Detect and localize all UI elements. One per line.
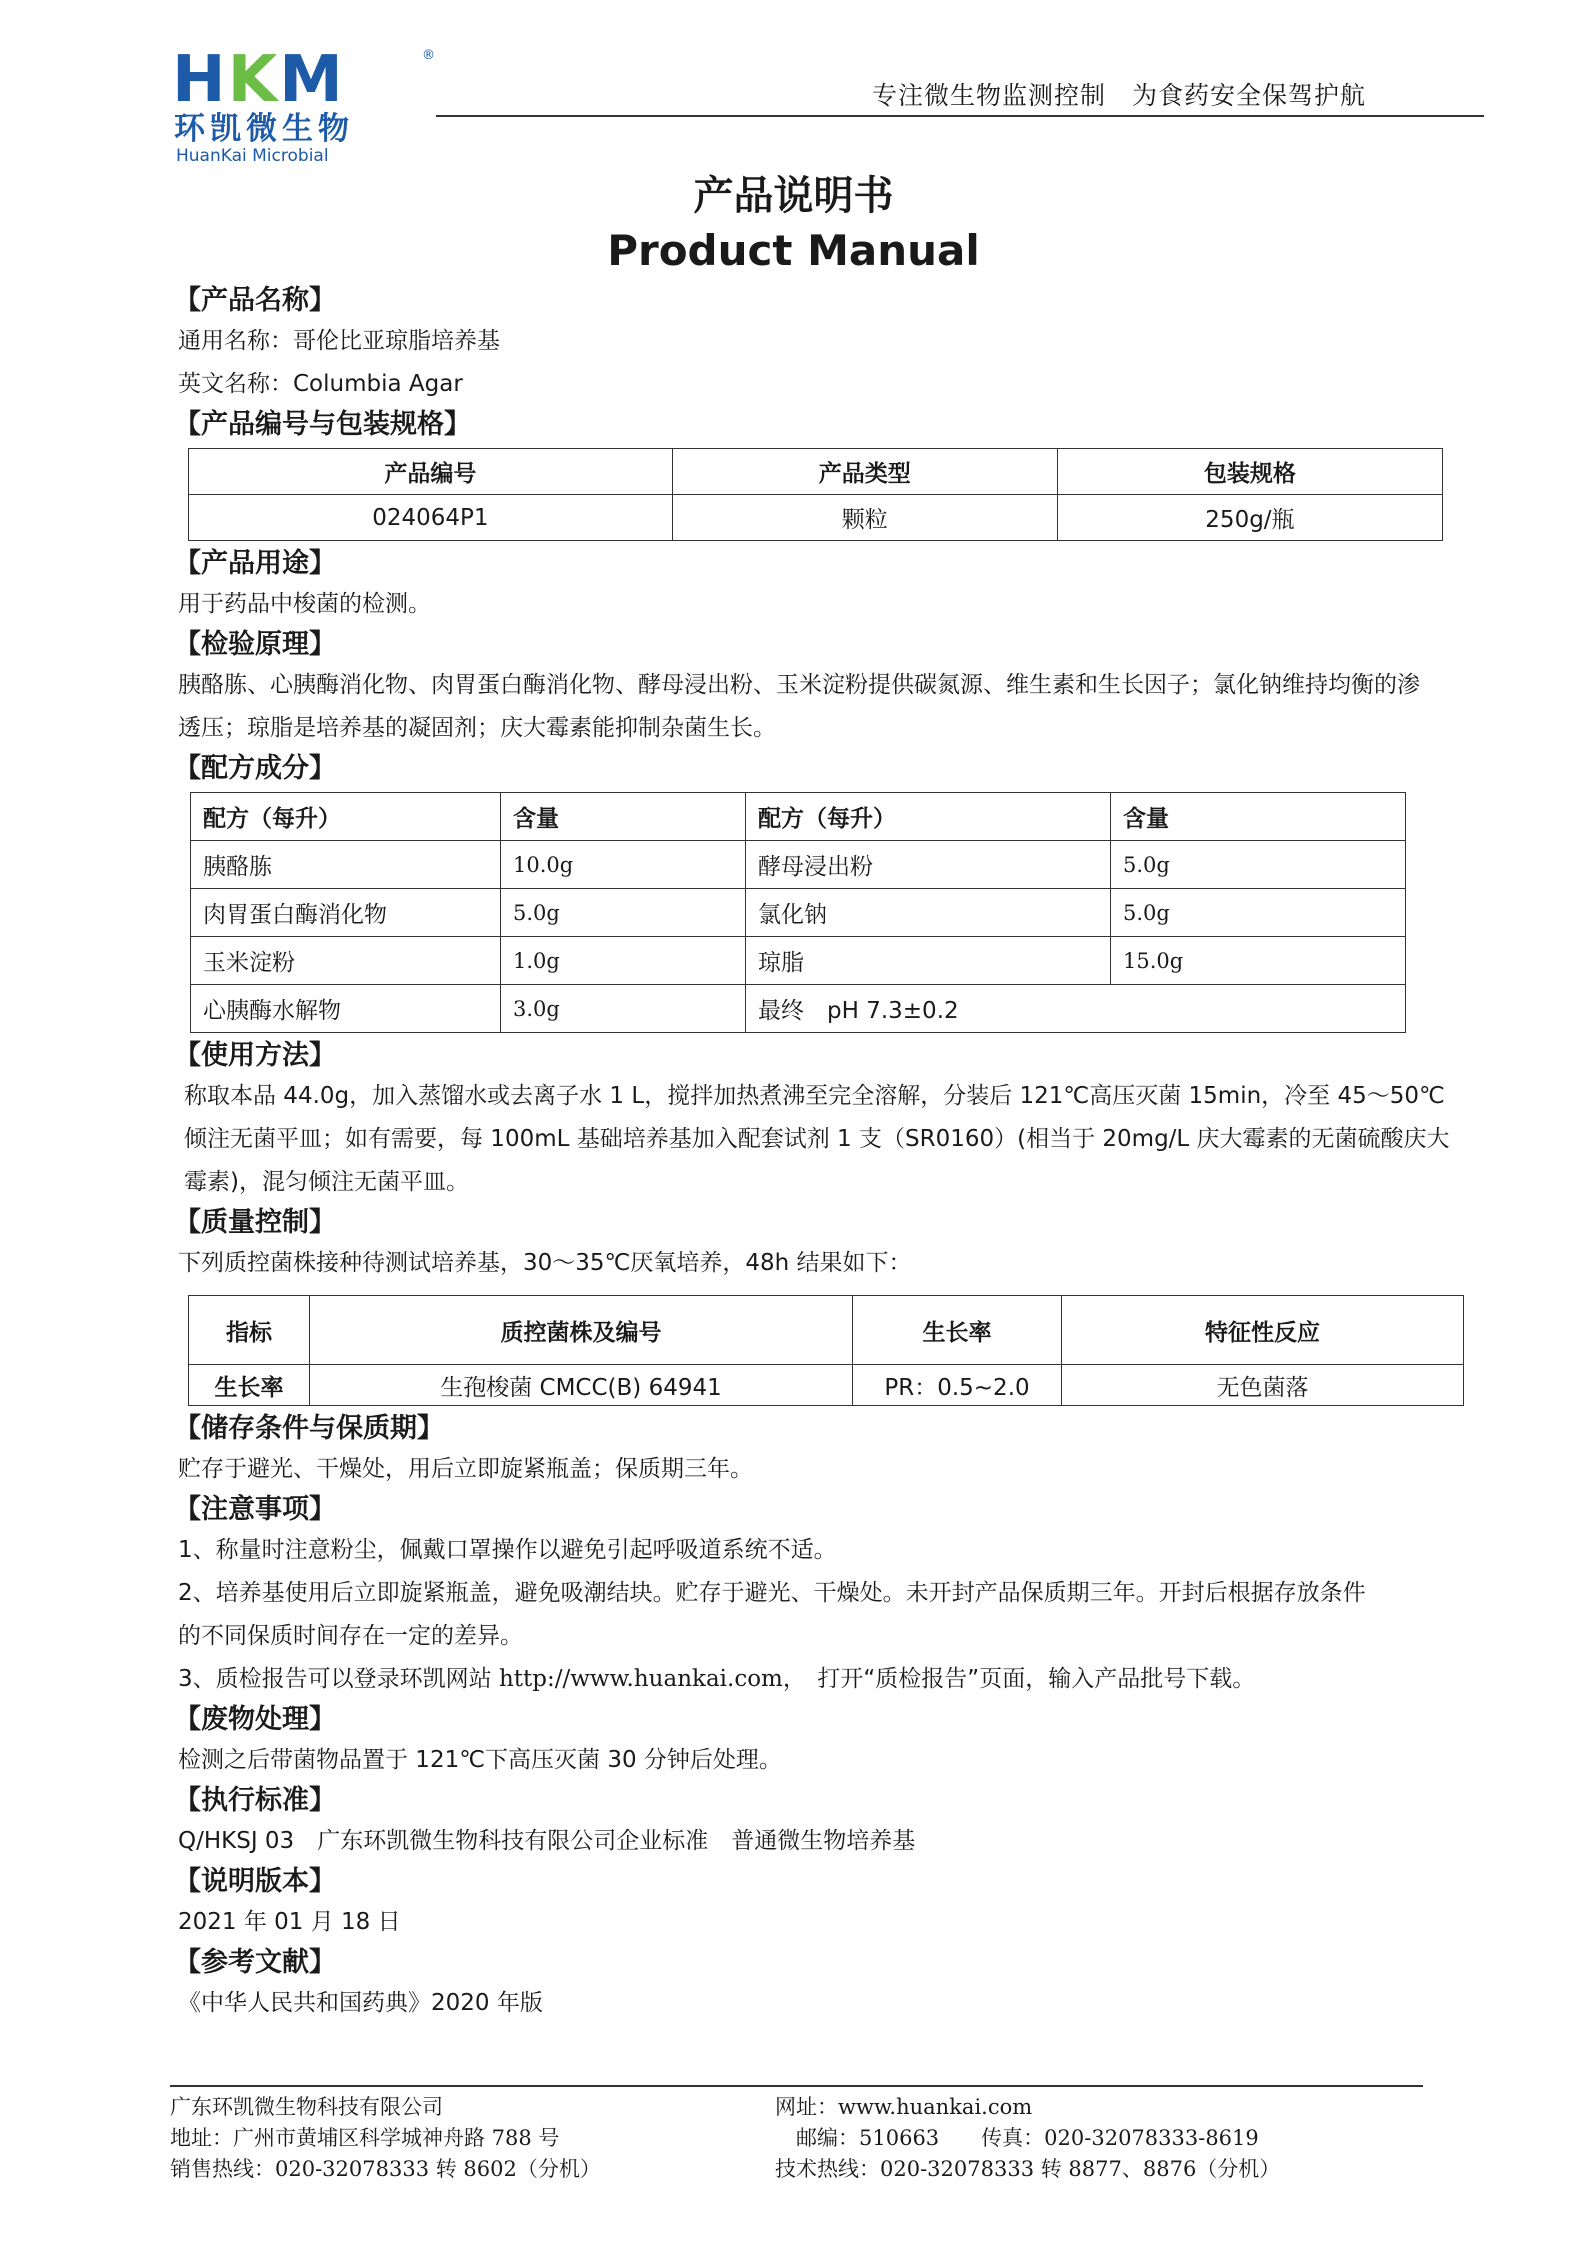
logo-english-name: HuanKai Microbial: [176, 146, 329, 166]
qc-indicator-cell: 生长率: [189, 1365, 310, 1406]
note-3: [178, 1658, 1490, 1701]
ingredient-cell: 玉米淀粉: [191, 937, 501, 985]
ingredient-cell: 胰酪胨: [191, 841, 501, 889]
note-3-text-b: ， 打开“质检报告”页面，输入产品批号下载。: [782, 1666, 1256, 1692]
common-name-label: 通用名称：: [178, 328, 293, 354]
note-3-text-a: 3、质检报告可以登录环凯网站: [178, 1666, 499, 1692]
spec-table: [188, 448, 1443, 541]
section-heading-version: 【说明版本】: [174, 1866, 336, 1897]
principle-line-2: 透压；琼脂是培养基的凝固剂；庆大霉素能抑制杂菌生长。: [178, 715, 776, 741]
table-row: [189, 495, 1443, 541]
amount-cell: 10.0g: [501, 841, 746, 889]
formula-table: [190, 792, 1406, 1033]
logo-letter-h: H: [172, 43, 228, 117]
method-line-3: 霉素)，混匀倾注无菌平皿。: [184, 1169, 469, 1195]
storage-text: 贮存于避光、干燥处，用后立即旋紧瓶盖；保质期三年。: [178, 1456, 753, 1482]
version-text: 2021 年 01 月 18 日: [178, 1909, 401, 1935]
table-header-cell: 质控菌株及编号: [310, 1296, 853, 1365]
standard-text: Q/HKSJ 03 广东环凯微生物科技有限公司企业标准 普通微生物培养基: [178, 1828, 916, 1854]
ingredient-cell: 酵母浸出粉: [746, 841, 1111, 889]
note-1: 1、称量时注意粉尘，佩戴口罩操作以避免引起呼吸道系统不适。: [178, 1537, 837, 1563]
table-header-cell: 配方（每升）: [746, 793, 1111, 841]
usage-text: 用于药品中梭菌的检测。: [178, 591, 431, 617]
english-name-line: [178, 363, 1490, 406]
section-heading-storage: 【储存条件与保质期】: [174, 1413, 444, 1444]
ingredient-cell: 琼脂: [746, 937, 1111, 985]
table-header-cell: 指标: [189, 1296, 310, 1365]
footer-tech-hotline: 技术热线：020-32078333 转 8877、8876（分机）: [775, 2157, 1281, 2181]
section-heading-product-name: 【产品名称】: [174, 285, 336, 316]
section-heading-notes: 【注意事项】: [174, 1494, 336, 1525]
section-heading-disposal: 【废物处理】: [174, 1704, 336, 1735]
footer-right: [775, 2092, 1280, 2185]
page-title-cn: 产品说明书: [693, 173, 894, 219]
ingredient-cell: 心胰酶水解物: [191, 985, 501, 1033]
section-heading-principle: 【检验原理】: [174, 629, 336, 660]
ingredient-cell: 氯化钠: [746, 889, 1111, 937]
amount-cell: 3.0g: [501, 985, 746, 1033]
table-header-cell: 含量: [501, 793, 746, 841]
footer-website[interactable]: 网址：www.huankai.com: [775, 2095, 1033, 2119]
table-row: [191, 937, 1406, 985]
table-header-cell: 含量: [1111, 793, 1406, 841]
product-type-cell: 颗粒: [672, 495, 1057, 541]
section-heading-usage: 【产品用途】: [174, 548, 336, 579]
amount-cell: 1.0g: [501, 937, 746, 985]
qc-intro: 下列质控菌株接种待测试培养基，30～35℃厌氧培养，48h 结果如下：: [178, 1250, 912, 1276]
table-header-row: [191, 793, 1406, 841]
english-name-label: 英文名称：: [178, 371, 293, 397]
common-name-line: [178, 320, 1490, 363]
footer-address: 地址：广州市黄埔区科学城神舟路 788 号: [170, 2126, 560, 2150]
logo-chinese-name: 环凯微生物: [174, 111, 354, 147]
footer-sales-hotline: 销售热线：020-32078333 转 8602（分机）: [170, 2157, 601, 2181]
amount-cell: 5.0g: [501, 889, 746, 937]
disposal-text: 检测之后带菌物品置于 121℃下高压灭菌 30 分钟后处理。: [178, 1747, 782, 1773]
amount-cell: 5.0g: [1111, 841, 1406, 889]
principle-line-1: 胰酪胨、心胰酶消化物、肉胃蛋白酶消化物、酵母浸出粉、玉米淀粉提供碳氮源、维生素和生长因子；氯化钠维持均衡的渗: [178, 672, 1420, 698]
final-ph-cell: 最终 pH 7.3±0.2: [746, 985, 1406, 1033]
section-heading-spec: 【产品编号与包装规格】: [174, 409, 471, 440]
table-header-cell: 生长率: [853, 1296, 1062, 1365]
table-header-row: [189, 1296, 1464, 1365]
table-header-cell: 特征性反应: [1062, 1296, 1464, 1365]
footer-postal-fax: 邮编：510663 传真：020-32078333-8619: [775, 2126, 1259, 2150]
table-row: [189, 1365, 1464, 1406]
product-code-cell: 024064P1: [189, 495, 673, 541]
table-row: [191, 841, 1406, 889]
header-slogan: 专注微生物监测控制 为食药安全保驾护航: [872, 81, 1367, 110]
qc-reaction-cell: 无色菌落: [1062, 1365, 1464, 1406]
table-header-cell: 配方（每升）: [191, 793, 501, 841]
table-header-cell: 产品类型: [672, 449, 1057, 495]
logo-letter-k: K: [227, 43, 280, 117]
section-heading-method: 【使用方法】: [174, 1040, 336, 1071]
method-line-1: 称取本品 44.0g，加入蒸馏水或去离子水 1 L，搅拌加热煮沸至完全溶解，分装后 121℃高压灭菌 15min，冷至 45～50℃: [184, 1083, 1445, 1109]
page-title-en: Product Manual: [607, 226, 980, 275]
table-row: [191, 889, 1406, 937]
logo-letter-m: M: [279, 43, 345, 117]
section-heading-qc: 【质量控制】: [174, 1207, 336, 1238]
amount-cell: 5.0g: [1111, 889, 1406, 937]
manual-content: [174, 282, 1490, 2025]
common-name-value: 哥伦比亚琼脂培养基: [293, 328, 500, 354]
website-link[interactable]: http://www.huankai.com: [498, 1666, 783, 1692]
table-header-cell: 包装规格: [1057, 449, 1442, 495]
logo-letters: [172, 43, 442, 117]
company-logo: [172, 43, 442, 166]
footer-divider: [170, 2085, 1423, 2087]
english-name-value: Columbia Agar: [293, 371, 463, 397]
section-heading-reference: 【参考文献】: [174, 1947, 336, 1978]
table-header-cell: 产品编号: [189, 449, 673, 495]
table-header-row: [189, 449, 1443, 495]
ingredient-cell: 肉胃蛋白酶消化物: [191, 889, 501, 937]
section-heading-standard: 【执行标准】: [174, 1785, 336, 1816]
note-2-line-2: 的不同保质时间存在一定的差异。: [178, 1623, 523, 1649]
logo-registered-mark: ®: [422, 48, 435, 63]
header-divider: [436, 115, 1484, 117]
reference-text: 《中华人民共和国药典》2020 年版: [178, 1990, 543, 2016]
qc-growth-rate-cell: PR：0.5~2.0: [853, 1365, 1062, 1406]
footer-company: 广东环凯微生物科技有限公司: [170, 2095, 443, 2119]
note-2-line-1: 2、培养基使用后立即旋紧瓶盖，避免吸潮结块。贮存于避光、干燥处。未开封产品保质期三年。开封后根据存放条件: [178, 1580, 1366, 1606]
footer-left: [170, 2092, 601, 2185]
section-heading-formula: 【配方成分】: [174, 753, 336, 784]
qc-strain-cell: 生孢梭菌 CMCC(B) 64941: [310, 1365, 853, 1406]
qc-table: [188, 1295, 1464, 1406]
method-line-2: 倾注无菌平皿；如有需要，每 100mL 基础培养基加入配套试剂 1 支（SR0160）(相当于 20mg/L 庆大霉素的无菌硫酸庆大: [184, 1126, 1450, 1152]
package-spec-cell: 250g/瓶: [1057, 495, 1442, 541]
amount-cell: 15.0g: [1111, 937, 1406, 985]
table-row: [191, 985, 1406, 1033]
